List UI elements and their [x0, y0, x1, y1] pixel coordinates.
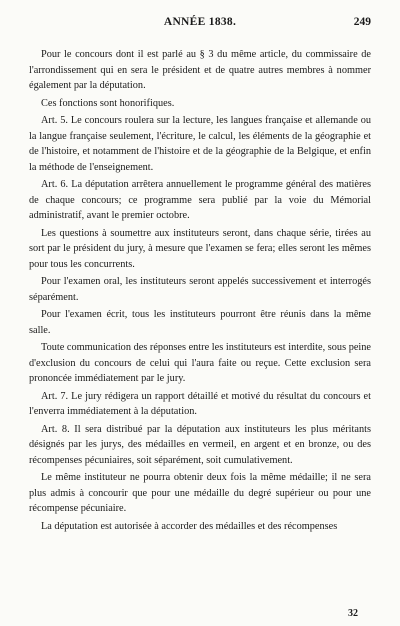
- paragraph-article-6: Art. 6. La députation arrêtera annuellement le programme général des matières de chaque concours; ce programme sera publié par la voie du Mémorial administratif, avant le premier octobre.: [29, 179, 371, 221]
- signature-mark: 32: [348, 608, 358, 619]
- paragraph: Pour le concours dont il est parlé au § 3 du même article, du commissaire de l'arrondissement qui en sera le président et de quatre autres membres à nommer également par la députation.: [29, 49, 371, 91]
- paragraph: Ces fonctions sont honorifiques.: [41, 97, 175, 109]
- body-text: [29, 47, 371, 536]
- paragraph: Pour l'examen oral, les instituteurs seront appelés successivement et interrogés séparément.: [29, 276, 371, 303]
- page-number: 249: [353, 16, 371, 28]
- paragraph: Les questions à soumettre aux instituteurs seront, dans chaque série, tirées au sort par le président du jury, à mesure que l'examen se fera; elles seront les mêmes pour tous les concurrents.: [29, 227, 371, 270]
- paragraph: La députation est autorisée à accorder des médailles et des récompenses: [41, 520, 338, 532]
- paragraph: Pour l'examen écrit, tous les instituteurs pourront être réunis dans la même salle.: [29, 309, 371, 336]
- paragraph-article-5: Art. 5. Le concours roulera sur la lecture, les langues française et allemande ou la langue française seulement, l'écriture, le calcul, les éléments de la géographie et de l'histoire, et notamment de l'histoire et de la géographie de la Belgique, et enfin la méthode de l'enseignement.: [29, 115, 371, 173]
- page-header-title: ANNÉE 1838.: [163, 16, 237, 28]
- paragraph: Toute communication des réponses entre les instituteurs est interdite, sous peine d'exclusion du concours de celui qui l'aura faite ou reçue. Cette exclusion sera prononcée immédiatement par le jury.: [29, 342, 371, 384]
- paragraph-article-7: Art. 7. Le jury rédigera un rapport détaillé et motivé du résultat du concours et l'enverra immédiatement à la députation.: [29, 390, 371, 417]
- paragraph: Le même instituteur ne pourra obtenir deux fois la même médaille; il ne sera plus admis à concourir que pour une médaille du degré supérieur ou pour une récompense pécuniaire.: [29, 472, 371, 514]
- paragraph-article-8: Art. 8. Il sera distribué par la députation aux instituteurs les plus méritants désignés par les jurys, des médailles en vermeil, en argent et en bronze, ou des récompenses pécuniaires, soit séparément, soit cumulativement.: [29, 423, 371, 466]
